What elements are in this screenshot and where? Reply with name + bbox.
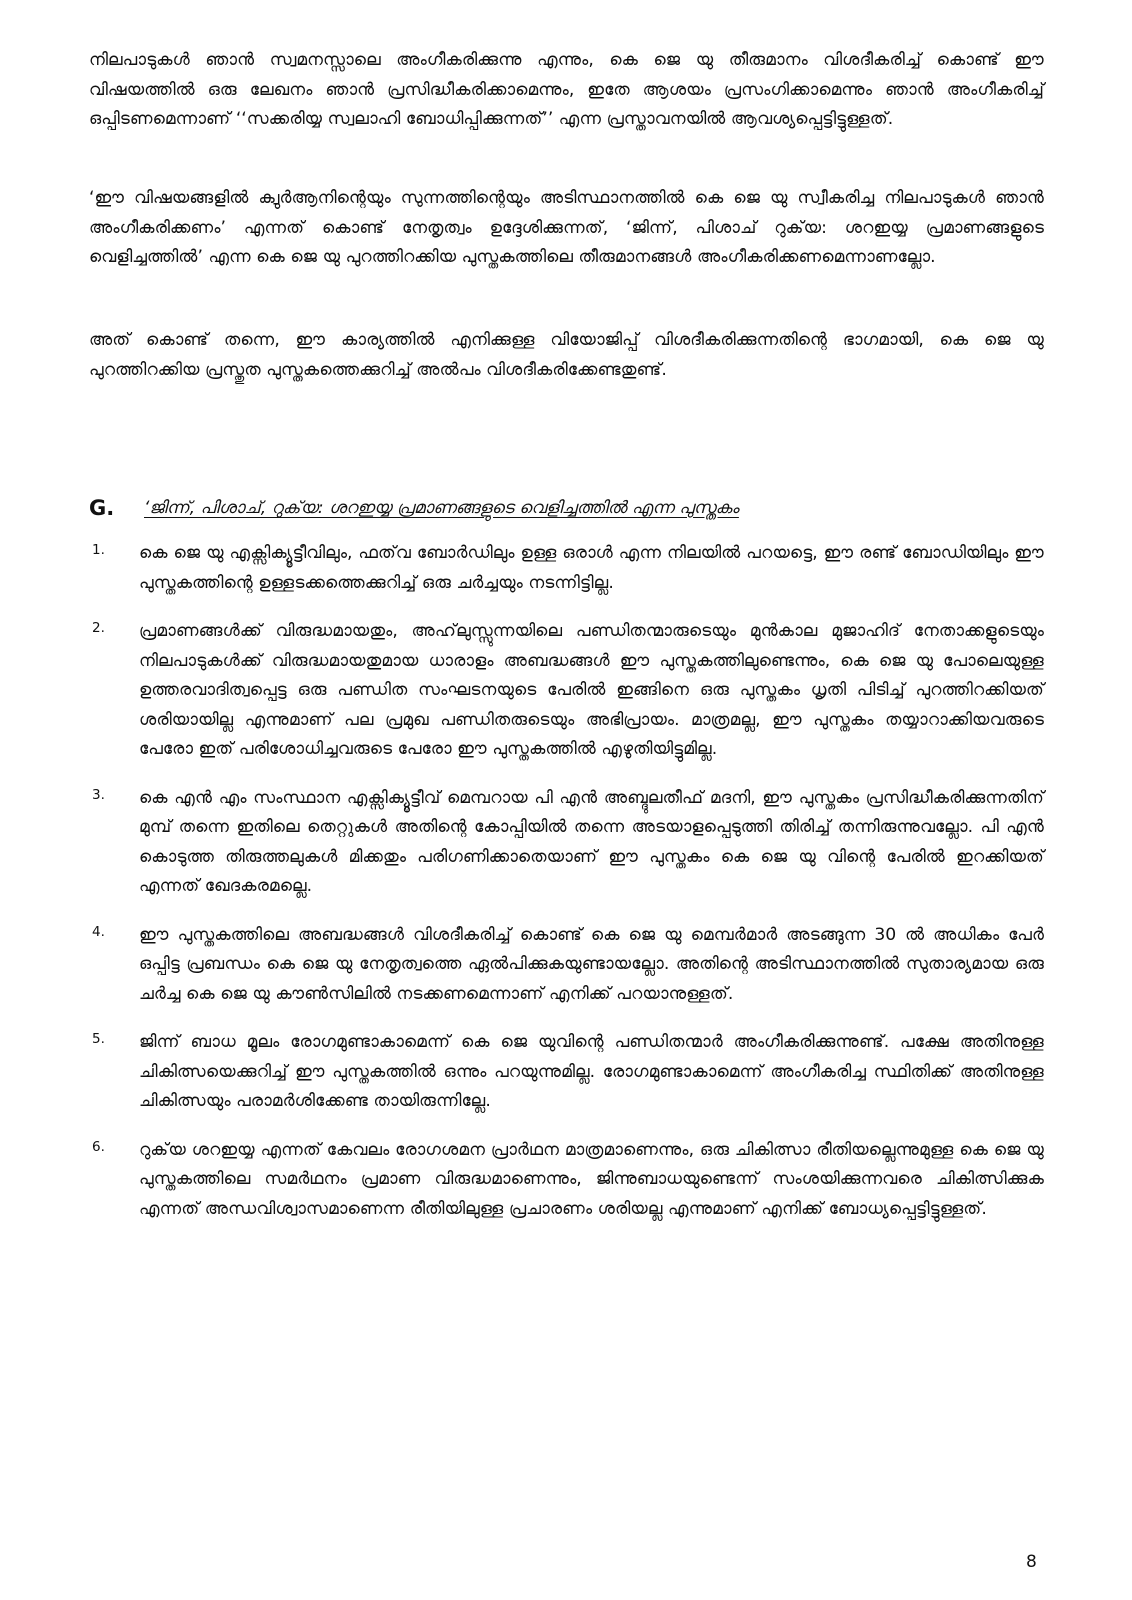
list-item-text: റുക്‌യ ശറഇയ്യ എന്നത് കേവലം രോഗശമന പ്രാർഥന മാത്രമാണെന്നും, ഒരു ചികിത്സാ രീതിയല്ലെന്നുമുള്ള കെ ജെ യു പുസ്തകത്തിലെ സമർഥനം പ്രമാണ വിരുദ്ധമാണെന്നും, ജിന്നുബാധയുണ്ടെന്ന് സംശയിക്കുന്നവരെ ചികിത്സിക്കുക എന്നത് അന്ധവിശ്വാസമാണെന്ന രീതിയിലുള്ള പ്രചാരണം ശരിയല്ല എന്നുമാണ് എനിക്ക് ബോധ്യപ്പെട്ടിട്ടുള്ളത്.	[139, 1139, 1044, 1219]
list-item-text: കെ എൻ എം സംസ്ഥാന എക്സിക്യൂട്ടീവ് മെമ്പറായ പി എൻ അബ്ദുലതീഫ് മദനി, ഈ പുസ്തകം പ്രസിദ്ധീകരിക്കുന്നതിന് മുമ്പ് തന്നെ ഇതിലെ തെറ്റുകൾ അതിന്റെ കോപ്പിയിൽ തന്നെ അടയാളപ്പെടുത്തി തിരിച്ച് തന്നിരുന്നുവല്ലോ. പി എൻ കൊടുത്ത തിരുത്തലുകൾ മിക്കതും പരിഗണിക്കാതെയാണ് ഈ പുസ്തകം കെ ജെ യു വിന്റെ പേരിൽ ഇറക്കിയത് എന്നത് ഖേദകരമല്ലെ.	[139, 787, 1044, 896]
page-number: 8	[1026, 1552, 1037, 1572]
list-item-text: പ്രമാണങ്ങൾക്ക് വിരുദ്ധമായതും, അഹ്‌ലുസ്സുന്നയിലെ പണ്ഡിതന്മാരുടെയും മുൻകാല മുജാഹിദ് നേതാക്കളുടെയും നിലപാടുകൾക്ക് വിരുദ്ധമായതുമായ ധാരാളം അബദ്ധങ്ങൾ ഈ പുസ്തകത്തിലുണ്ടെന്നും, കെ ജെ യു പോലെയുള്ള ഉത്തരവാദിത്വപ്പെട്ട ഒരു പണ്ഡിത സംഘടനയുടെ പേരിൽ ഇങ്ങിനെ ഒരു പുസ്തകം ധൃതി പിടിച്ച് പുറത്തിറക്കിയത് ശരിയായില്ല എന്നുമാണ് പല പ്രമുഖ പണ്ഡിതരുടെയും അഭിപ്രായം. മാത്രമല്ല, ഈ പുസ്തകം തയ്യാറാക്കിയവരുടെ പേരോ ഇത് പരിശോധിച്ചവരുടെ പേരോ ഈ പുസ്തകത്തിൽ എഴുതിയിട്ടുമില്ല.	[139, 621, 1044, 759]
list-item	[89, 539, 1044, 598]
list-item-text: ഈ പുസ്തകത്തിലെ അബദ്ധങ്ങൾ വിശദീകരിച്ച് കൊണ്ട് കെ ജെ യു മെമ്പർമാർ അടങ്ങുന്ന 30 ൽ അധികം പേർ ഒപ്പിട്ട പ്രബന്ധം കെ ജെ യു നേതൃത്വത്തെ ഏൽപിക്കുകയുണ്ടായല്ലോ. അതിന്റെ അടിസ്ഥാനത്തിൽ സുതാര്യമായ ഒരു ചർച്ച കെ ജെ യു കൗൺസിലിൽ നടക്കണമെന്നാണ് എനിക്ക് പറയാനുള്ളത്.	[139, 924, 1044, 1004]
paragraph-1: നിലപാടുകൾ ഞാൻ സ്വമനസ്സാലെ അംഗീകരിക്കുന്നു എന്നും, കെ ജെ യു തീരുമാനം വിശദീകരിച്ച് കൊണ്ട് ഈ വിഷയത്തിൽ ഒരു ലേഖനം ഞാൻ പ്രസിദ്ധീകരിക്കാമെന്നും, ഇതേ ആശയം പ്രസംഗിക്കാമെന്നും ഞാൻ അംഗീകരിച്ച് ഒപ്പിടണമെന്നാണ് ‘‘സക്കരിയ്യ സ്വലാഹി ബോധിപ്പിക്കുന്നത്’’ എന്ന പ്രസ്താവനയിൽ ആവശ്യപ്പെട്ടിട്ടുള്ളത്.	[89, 50, 1044, 129]
list-item-number: 5.	[92, 1031, 105, 1047]
list-item-text: ജിന്ന് ബാധ മൂലം രോഗമുണ്ടാകാമെന്ന് കെ ജെ യുവിന്റെ പണ്ഡിതന്മാർ അംഗീകരിക്കുന്നുണ്ട്. പക്ഷേ അതിനുള്ള ചികിത്സയെക്കുറിച്ച് ഈ പുസ്തകത്തിൽ ഒന്നും പറയുന്നുമില്ല. രോഗമുണ്ടാകാമെന്ന് അംഗീകരിച്ച സ്ഥിതിക്ക് അതിനുള്ള ചികിത്സയും പരാമർശിക്കേണ്ട തായിരുന്നില്ലേ.	[139, 1032, 1044, 1111]
section-heading	[89, 496, 1044, 528]
list-item-number: 6.	[92, 1138, 105, 1155]
list-item	[89, 784, 1044, 902]
section-letter: G.	[89, 496, 115, 520]
list-item-number: 3.	[92, 786, 105, 803]
section-title: ‘ജിന്ന്, പിശാച്, റുക്‌യ: ശറഇയ്യ പ്രമാണങ്ങളുടെ വെളിച്ചത്തിൽ എന്ന പുസ്തകം	[144, 498, 739, 518]
numbered-list	[89, 539, 1044, 1243]
list-item-text: കെ ജെ യു എക്സിക്യൂട്ടീവിലും, ഫത്‌വ ബോർഡിലും ഉള്ള ഒരാൾ എന്ന നിലയിൽ പറയട്ടെ, ഈ രണ്ട് ബോഡിയിലും ഈ പുസ്തകത്തിന്റെ ഉള്ളടക്കത്തെക്കുറിച്ച് ഒരു ചർച്ചയും നടന്നിട്ടില്ല.	[139, 543, 1044, 593]
list-item	[89, 1028, 1044, 1117]
list-item-number: 2.	[92, 620, 105, 636]
list-item	[89, 617, 1044, 765]
list-item-number: 1.	[92, 542, 105, 558]
paragraph-2: ‘ഈ വിഷയങ്ങളിൽ ക്വുർആനിന്റെയും സുന്നത്തിന്റെയും അടിസ്ഥാനത്തിൽ കെ ജെ യു സ്വീകരിച്ച നിലപാടുകൾ ഞാൻ അംഗീകരിക്കണം’ എന്നത് കൊണ്ട് നേതൃത്വം ഉദ്ദേശിക്കുന്നത്, ‘ജിന്ന്, പിശാച് റുക്‌യ: ശറഇയ്യ പ്രമാണങ്ങളുടെ വെളിച്ചത്തിൽ’ എന്ന കെ ജെ യു പുറത്തിറക്കിയ പുസ്തകത്തിലെ തീരുമാനങ്ങൾ അംഗീകരിക്കണമെന്നാണല്ലോ.	[89, 188, 1044, 267]
paragraph-3: അത് കൊണ്ട് തന്നെ, ഈ കാര്യത്തിൽ എനിക്കുള്ള വിയോജിപ്പ് വിശദീകരിക്കുന്നതിന്റെ ഭാഗമായി, കെ ജെ യു പുറത്തിറക്കിയ പ്രസ്തുത പുസ്തകത്തെക്കുറിച്ച് അൽപം വിശദീകരിക്കേണ്ടതുണ്ട്.	[89, 330, 1044, 380]
list-item	[89, 1136, 1044, 1225]
list-item-number: 4.	[92, 923, 105, 940]
list-item	[89, 921, 1044, 1010]
